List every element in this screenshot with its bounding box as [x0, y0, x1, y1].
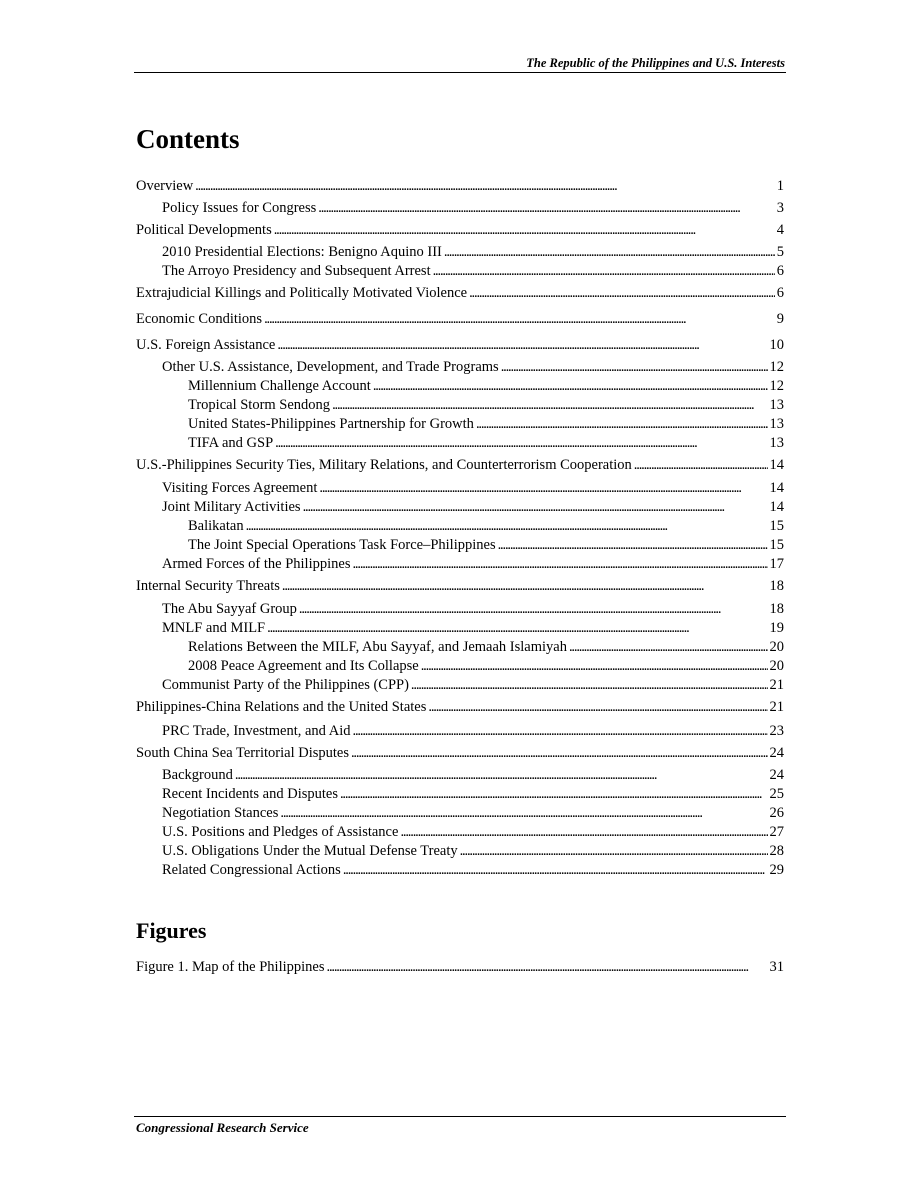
toc-entry-page: 20: [769, 658, 784, 674]
dot-leader: [569, 638, 768, 656]
toc-entry-page: 21: [769, 699, 784, 715]
dot-leader: [501, 358, 768, 376]
toc-entry[interactable]: [162, 199, 784, 217]
toc-entry-title: TIFA and GSP: [188, 435, 274, 451]
dot-leader: [373, 377, 768, 395]
toc-entry[interactable]: [136, 336, 784, 354]
toc-entry-title: Relations Between the MILF, Abu Sayyaf, and Jemaah Islamiyah: [188, 639, 567, 655]
toc-entry-title: U.S. Positions and Pledges of Assistance: [162, 824, 399, 840]
toc-entry[interactable]: [188, 415, 784, 433]
toc-entry-title: 2008 Peace Agreement and Its Collapse: [188, 658, 419, 674]
toc-entry-title: Economic Conditions: [136, 311, 263, 327]
toc-entry[interactable]: [162, 722, 784, 740]
dot-leader: [332, 396, 767, 414]
toc-entry[interactable]: [188, 638, 784, 656]
toc-entry[interactable]: [136, 284, 784, 302]
toc-entry-page: 13: [769, 397, 784, 413]
dot-leader: [195, 177, 775, 195]
dot-leader: [319, 479, 767, 497]
toc-entry-page: 12: [769, 378, 784, 394]
toc-entry-page: 27: [769, 824, 784, 840]
dot-leader: [275, 434, 767, 452]
toc-entry-title: U.S. Foreign Assistance: [136, 337, 276, 353]
toc-entry-title: Visiting Forces Agreement: [162, 480, 318, 496]
toc-entry-page: 14: [769, 480, 784, 496]
dot-leader: [318, 199, 774, 217]
toc-entry-page: 20: [769, 639, 784, 655]
toc-entry-page: 12: [769, 359, 784, 375]
toc-entry[interactable]: [136, 744, 784, 762]
toc-entry[interactable]: [188, 434, 784, 452]
toc-entry-title: South China Sea Territorial Disputes: [136, 745, 349, 761]
toc-entry-title: PRC Trade, Investment, and Aid: [162, 723, 351, 739]
toc-entry[interactable]: [162, 619, 784, 637]
toc-entry-page: 13: [769, 416, 784, 432]
toc-entry-title: The Joint Special Operations Task Force–Philippines: [188, 537, 496, 553]
toc-entry-page: 29: [769, 862, 784, 878]
figure-entry[interactable]: [136, 958, 784, 976]
toc-entry-page: 6: [776, 263, 784, 279]
figure-entry-page: 31: [769, 959, 784, 975]
toc-entry[interactable]: [162, 861, 784, 879]
toc-entry-title: The Arroyo Presidency and Subsequent Arrest: [162, 263, 431, 279]
toc-entry[interactable]: [162, 600, 784, 618]
dot-leader: [280, 804, 767, 822]
header-rule: [134, 72, 786, 73]
toc-entry-title: Other U.S. Assistance, Development, and Trade Programs: [162, 359, 499, 375]
dot-leader: [340, 785, 768, 803]
toc-entry-title: U.S.-Philippines Security Ties, Military Relations, and Counterterrorism Cooperation: [136, 457, 632, 473]
toc-entry[interactable]: [162, 823, 784, 841]
toc-entry[interactable]: [162, 804, 784, 822]
figures-heading: Figures: [136, 918, 207, 943]
toc-entry[interactable]: [162, 262, 784, 280]
toc-entry[interactable]: [136, 577, 784, 595]
dot-leader: [400, 823, 767, 841]
toc-entry-title: Overview: [136, 178, 194, 194]
toc-entry[interactable]: [162, 498, 784, 516]
toc-entry-title: Related Congressional Actions: [162, 862, 341, 878]
toc-entry[interactable]: [136, 698, 784, 716]
running-header: The Republic of the Philippines and U.S. Interests: [526, 56, 785, 70]
toc-entry-title: 2010 Presidential Elections: Benigno Aquino III: [162, 244, 442, 260]
toc-entry[interactable]: [188, 536, 784, 554]
toc-entry-page: 23: [769, 723, 784, 739]
toc-entry-page: 5: [776, 244, 784, 260]
toc-entry-page: 4: [776, 222, 784, 238]
contents-heading: Contents: [136, 124, 240, 154]
toc-entry-title: Political Developments: [136, 222, 272, 238]
toc-entry-page: 18: [769, 601, 784, 617]
figure-entry-title: Figure 1. Map of the Philippines: [136, 959, 325, 975]
dot-leader: [428, 698, 767, 716]
toc-entry[interactable]: [136, 310, 784, 328]
dot-leader: [469, 284, 775, 302]
toc-entry[interactable]: [188, 396, 784, 414]
dot-leader: [274, 221, 775, 239]
dot-leader: [444, 243, 775, 261]
toc-entry-page: 14: [769, 457, 784, 473]
toc-entry-title: Recent Incidents and Disputes: [162, 786, 338, 802]
toc-entry-page: 15: [769, 518, 784, 534]
toc-entry-title: Balikatan: [188, 518, 244, 534]
dot-leader: [476, 415, 768, 433]
toc-entry-page: 15: [769, 537, 784, 553]
toc-entry-title: Philippines-China Relations and the United States: [136, 699, 427, 715]
toc-entry-page: 17: [769, 556, 784, 572]
toc-entry-title: U.S. Obligations Under the Mutual Defense Treaty: [162, 843, 458, 859]
toc-entry[interactable]: [136, 456, 784, 474]
dot-leader: [246, 517, 768, 535]
dot-leader: [303, 498, 768, 516]
toc-entry-page: 6: [776, 285, 784, 301]
dot-leader: [498, 536, 768, 554]
toc-entry-title: Joint Military Activities: [162, 499, 301, 515]
toc-entry-page: 28: [769, 843, 784, 859]
toc-entry-page: 13: [769, 435, 784, 451]
toc-entry-page: 14: [769, 499, 784, 515]
toc-entry-page: 24: [769, 745, 784, 761]
dot-leader: [421, 657, 768, 675]
toc-entry[interactable]: [136, 177, 784, 195]
toc-entry-title: Background: [162, 767, 233, 783]
toc-entry[interactable]: [136, 221, 784, 239]
toc-entry-page: 1: [776, 178, 784, 194]
footer-rule: [134, 1116, 786, 1117]
toc-entry-title: Internal Security Threats: [136, 578, 280, 594]
dot-leader: [353, 722, 768, 740]
toc-entry[interactable]: [188, 657, 784, 675]
toc-entry-title: Millennium Challenge Account: [188, 378, 371, 394]
toc-entry[interactable]: [162, 243, 784, 261]
toc-entry-title: Negotiation Stances: [162, 805, 279, 821]
toc-entry[interactable]: [162, 358, 784, 376]
toc-entry-page: 21: [769, 677, 784, 693]
toc-entry-page: 19: [769, 620, 784, 636]
toc-entry-page: 26: [769, 805, 784, 821]
dot-leader: [264, 310, 775, 328]
dot-leader: [411, 676, 768, 694]
dot-leader: [351, 744, 768, 762]
toc-entry-title: Policy Issues for Congress: [162, 200, 317, 216]
dot-leader: [343, 861, 768, 879]
toc-entry[interactable]: [188, 377, 784, 395]
toc-entry[interactable]: [162, 766, 784, 784]
toc-entry-page: 24: [769, 767, 784, 783]
toc-entry-title: Armed Forces of the Philippines: [162, 556, 351, 572]
toc-entry-page: 9: [776, 311, 784, 327]
toc-entry[interactable]: [162, 479, 784, 497]
dot-leader: [299, 600, 768, 618]
toc-entry[interactable]: [162, 842, 784, 860]
dot-leader: [327, 958, 768, 976]
dot-leader: [282, 577, 768, 595]
toc-entry-title: Extrajudicial Killings and Politically Motivated Violence: [136, 285, 468, 301]
toc-entry-page: 3: [776, 200, 784, 216]
toc-entry-page: 25: [769, 786, 784, 802]
toc-entry-title: Tropical Storm Sendong: [188, 397, 331, 413]
toc-entry[interactable]: [162, 785, 784, 803]
dot-leader: [277, 336, 767, 354]
dot-leader: [235, 766, 768, 784]
toc-entry-page: 10: [769, 337, 784, 353]
toc-entry[interactable]: [162, 555, 784, 573]
dot-leader: [634, 456, 768, 474]
toc-entry-title: The Abu Sayyaf Group: [162, 601, 297, 617]
dot-leader: [352, 555, 767, 573]
toc-entry-title: MNLF and MILF: [162, 620, 266, 636]
dot-leader: [433, 262, 775, 280]
dot-leader: [267, 619, 767, 637]
toc-entry[interactable]: [162, 676, 784, 694]
running-footer: Congressional Research Service: [136, 1120, 309, 1135]
toc-entry[interactable]: [188, 517, 784, 535]
toc-entry-title: Communist Party of the Philippines (CPP): [162, 677, 409, 693]
toc-entry-title: United States-Philippines Partnership for Growth: [188, 416, 474, 432]
toc-entry-page: 18: [769, 578, 784, 594]
dot-leader: [460, 842, 768, 860]
